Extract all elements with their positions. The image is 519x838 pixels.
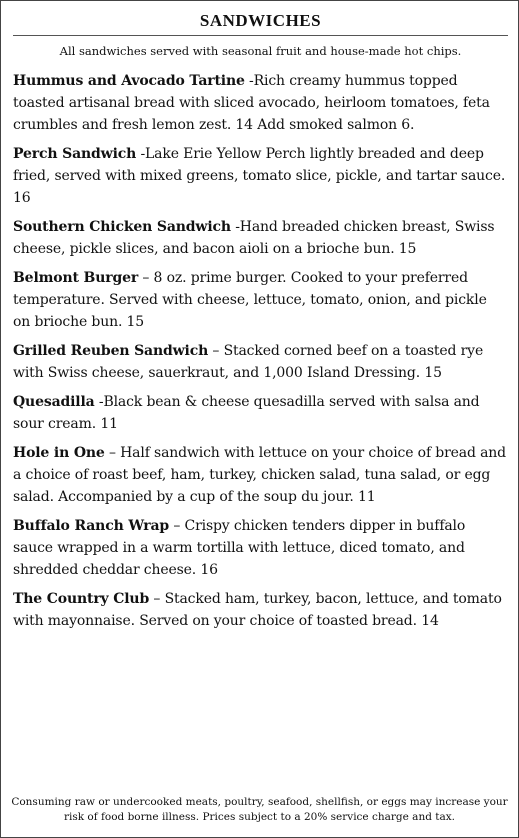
menu-item-description: Rich creamy hummus topped toasted artisanal bread with sliced avocado, heirloom tomatoes, feta crumbles and fresh lemon zest. 14 Add smoked salmon 6. (13, 73, 490, 133)
section-title: SANDWICHES (13, 11, 508, 36)
menu-items (13, 70, 508, 632)
menu-item (13, 143, 508, 209)
menu-item-name: The Country Club (13, 591, 150, 607)
menu-item (13, 391, 508, 435)
section-intro: All sandwiches served with seasonal fruit and house-made hot chips. (59, 44, 462, 58)
menu-item-separator: - (136, 146, 146, 162)
menu-item (13, 442, 508, 508)
menu-item-name: Grilled Reuben Sandwich (13, 343, 209, 359)
menu-item (13, 70, 508, 136)
menu-item-separator: - (244, 73, 254, 89)
menu-item-description: Stacked corned beef on a toasted rye with Swiss cheese, sauerkraut, and 1,000 Island Dressing. 15 (13, 343, 484, 381)
menu-item (13, 515, 508, 581)
menu-item-name: Southern Chicken Sandwich (13, 219, 231, 235)
menu-item-separator: – (149, 591, 165, 607)
food-safety-disclaimer: Consuming raw or undercooked meats, poultry, seafood, shellfish, or eggs may increase your risk of food borne illness. Prices subject to a 20% service charge and tax. (11, 796, 508, 823)
menu-item (13, 340, 508, 384)
menu-item-description: Crispy chicken tenders dipper in buffalo sauce wrapped in a warm tortilla with lettuce, diced tomato, and shredded cheddar cheese. 16 (13, 518, 466, 578)
menu-item-name: Buffalo Ranch Wrap (13, 518, 170, 534)
menu-item-separator: - (230, 219, 240, 235)
menu-item-description: Lake Erie Yellow Perch lightly breaded and deep fried, served with mixed greens, tomato slice, pickle, and tartar sauce. 16 (13, 146, 506, 206)
menu-item-separator: – (169, 518, 185, 534)
menu-item-description: Hand breaded chicken breast, Swiss cheese, pickle slices, and bacon aioli on a brioche bun. 15 (13, 219, 495, 257)
menu-item (13, 216, 508, 260)
menu-item-description: 8 oz. prime burger. Cooked to your preferred temperature. Served with cheese, lettuce, tomato, onion, and pickle on brioche bun. 15 (13, 270, 487, 330)
menu-item-separator: - (94, 394, 104, 410)
menu-item-name: Hole in One (13, 445, 105, 461)
menu-item (13, 267, 508, 333)
menu-item-separator: – (208, 343, 224, 359)
menu-item-description: Half sandwich with lettuce on your choice of bread and a choice of roast beef, ham, turkey, chicken salad, tuna salad, or egg salad. Accompanied by a cup of the soup du jour. 11 (13, 445, 506, 505)
menu-item-separator: – (138, 270, 154, 286)
menu-item (13, 588, 508, 632)
menu-item-name: Perch Sandwich (13, 146, 137, 162)
menu-item-name: Hummus and Avocado Tartine (13, 73, 245, 89)
menu-item-separator: – (104, 445, 121, 461)
menu-item-description: Black bean & cheese quesadilla served with salsa and sour cream. 11 (13, 394, 480, 432)
menu-item-name: Belmont Burger (13, 270, 139, 286)
menu-item-name: Quesadilla (13, 394, 95, 410)
menu-item-description: Stacked ham, turkey, bacon, lettuce, and tomato with mayonnaise. Served on your choice of toasted bread. 14 (13, 591, 502, 629)
